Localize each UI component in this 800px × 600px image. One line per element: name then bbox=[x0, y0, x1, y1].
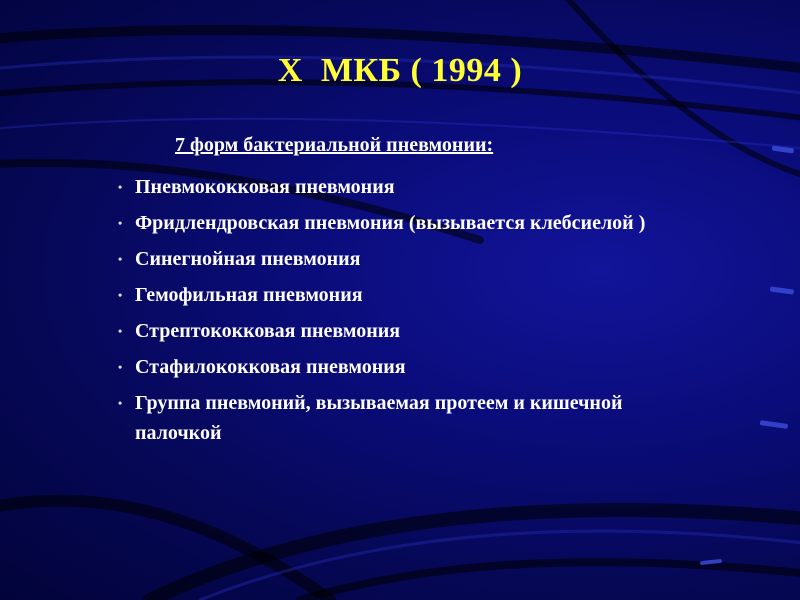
bullet-item-streptococcal bbox=[118, 316, 678, 346]
slide-title: Х МКБ ( 1994 ) bbox=[277, 52, 523, 89]
bullet-dot-icon: • bbox=[118, 180, 123, 194]
bullet-text: Гемофильная пневмония bbox=[135, 284, 363, 306]
bullet-text: Пневмококковая пневмония bbox=[135, 176, 395, 198]
bullet-item-pseudomonas bbox=[118, 244, 678, 274]
bullet-text: Стафилококковая пневмония bbox=[135, 356, 406, 378]
bullet-text: Стрептококковая пневмония bbox=[135, 320, 401, 342]
bullet-text: Синегнойная пневмония bbox=[135, 248, 361, 270]
bullet-dot-icon: • bbox=[118, 396, 123, 410]
bullet-item-staphylococcal bbox=[118, 352, 678, 382]
bullet-dot-icon: • bbox=[118, 324, 123, 338]
bullet-dot-icon: • bbox=[118, 252, 123, 266]
bullet-dot-icon: • bbox=[118, 360, 123, 374]
bullet-dot-icon: • bbox=[118, 216, 123, 230]
slide-subtitle: 7 форм бактериальной пневмонии: bbox=[175, 134, 494, 156]
bullet-item-haemophilus bbox=[118, 280, 678, 310]
bullet-dot-icon: • bbox=[118, 288, 123, 302]
bullet-list bbox=[118, 172, 678, 454]
bullet-text: Группа пневмоний, вызываемая протеем и кишечной палочкой bbox=[135, 392, 623, 444]
bullet-item-friedlander bbox=[118, 208, 678, 238]
bullet-text: Фридлендровская пневмония (вызывается клебсиелой ) bbox=[135, 212, 646, 234]
bullet-item-pneumococcal bbox=[118, 172, 678, 202]
bullet-item-proteus-ecoli bbox=[118, 388, 678, 448]
